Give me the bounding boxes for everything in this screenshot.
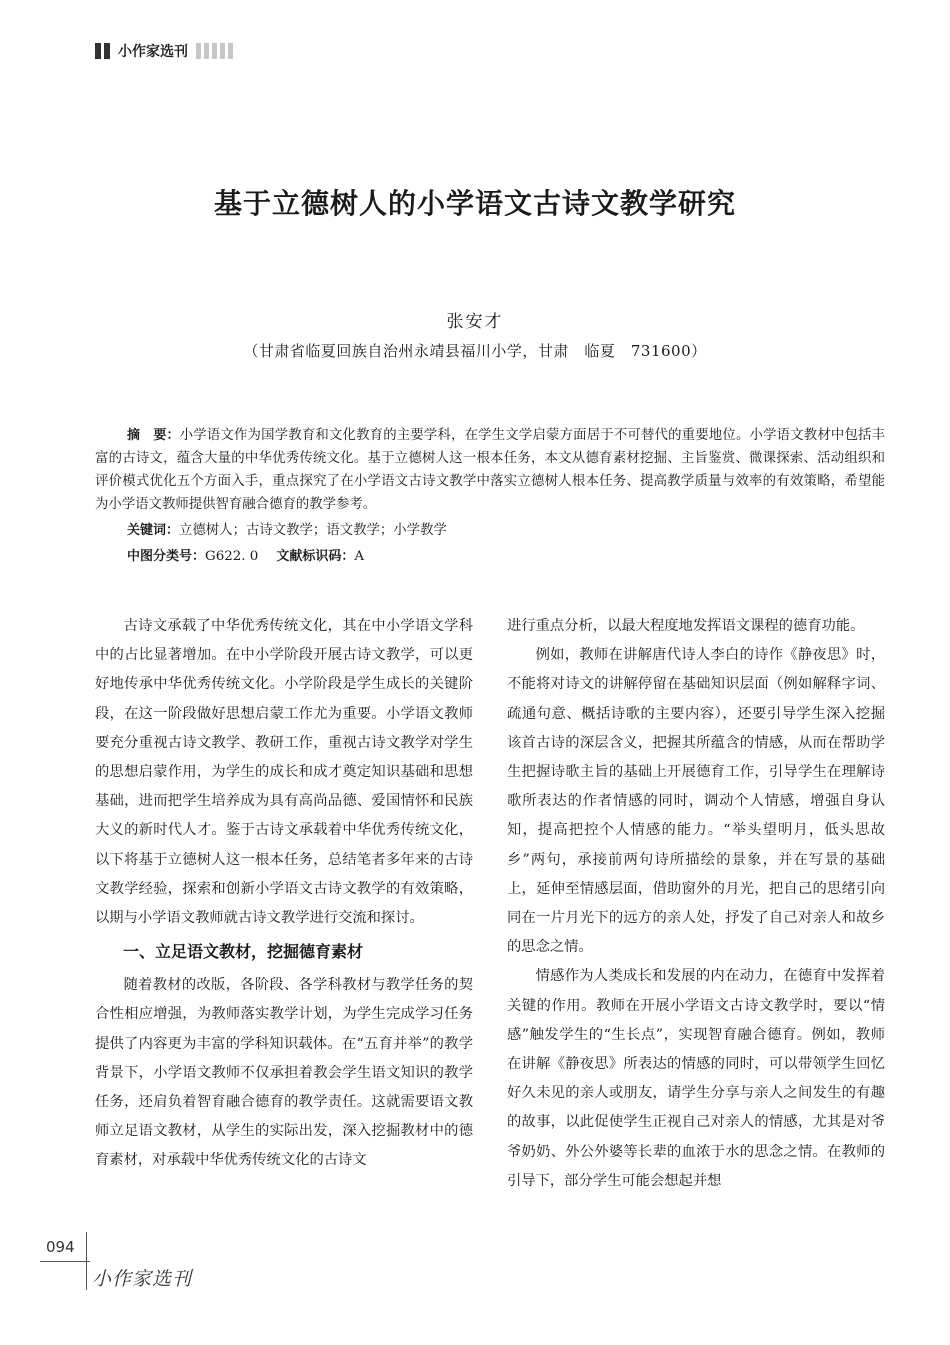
footer-journal-logo: 小作家选刊 [92,1268,193,1290]
body-paragraph-continued: 进行重点分析，以最大程度地发挥语文课程的德育功能。 [507,618,865,634]
body-column-right [507,612,885,1196]
keywords-text: 立德树人；古诗文教学；语文教学；小学教学 [179,523,447,538]
clc-label: 中图分类号： [127,549,206,564]
classification [95,545,885,568]
running-header [95,40,233,62]
doc-id-label: 文献标识码： [276,549,355,564]
doc-id-value: A [354,549,364,564]
journal-name: 小作家选刊 [118,44,188,60]
abstract-text: 小学语文作为国学教育和文化教育的主要学科，在学生文学启蒙方面居于不可替代的重要地位。小学语文教材中包括丰富的古诗文，蕴含大量的中华优秀传统文化。基于立德树人这一根本任务，本文从德育素材挖掘、主旨鉴赏、微课探索、活动组织和评价模式优化五个方面入手，重点探究了在小学语文古诗文教学中落实立德树人根本任务、提高教学质量与效率的有效策略，希望能为小学语文教师提供智育融合德育的教学参考。 [95,428,885,512]
body-paragraph: 情感作为人类成长和发展的内在动力，在德育中发挥着关键的作用。教师在开展小学语文古诗文教学时，要以“情感”触发学生的“生长点”，实现智育融合德育。例如，教师在讲解《静夜思》所表达的情感的同时，可以带领学生回忆好久未见的亲人或朋友，请学生分享与亲人之间发生的有趣的故事，以此促使学生正视自己对亲人的情感，尤其是对爷爷奶奶、外公外婆等长辈的血浓于水的思念之情。在教师的引导下，部分学生可能会想起并想 [507,968,885,1189]
author-affiliation: （甘肃省临夏回族自治州永靖县福川小学，甘肃 临夏 731600） [243,342,707,360]
abstract-label: 摘 要： [127,428,180,443]
body-paragraph: 例如，教师在讲解唐代诗人李白的诗作《静夜思》时，不能将对诗文的讲解停留在基础知识层面（例如解释字词、疏通句意、概括诗歌的主要内容），还要引导学生深入挖掘该首古诗的深层含义，把握其所蕴含的情感，从而在帮助学生把握诗歌主旨的基础上开展德育工作，引导学生在理解诗歌所表达的作者情感的同时，调动个人情感，增强自身认知，提高把控个人情感的能力。“举头望明月，低头思故乡”两句，承接前两句诗所描绘的景象，并在写景的基础上，延伸至情感层面，借助窗外的月光，把自己的思绪引向同在一片月光下的远方的亲人处，抒发了自己对亲人和故乡的思念之情。 [507,647,885,956]
header-bars-dark [95,43,110,59]
article-title: 基于立德树人的小学语文古诗文教学研究 [213,187,736,220]
abstract [95,424,885,516]
section-heading-1: 一、立足语文教材，挖掘德育素材 [123,942,364,962]
keywords-label: 关键词： [127,523,180,538]
page-number: 094 [46,1238,75,1256]
header-bars-light [196,43,233,59]
keywords [95,519,885,542]
footer-divider-horizontal [40,1261,90,1262]
body-column-left [95,612,473,1176]
abstract-block [95,424,885,568]
body-paragraph: 古诗文承载了中华优秀传统文化，其在中小学语文学科中的占比显著增加。在中小学阶段开展古诗文教学，可以更好地传承中华优秀传统文化。小学阶段是学生成长的关键阶段，在这一阶段做好思想启蒙工作尤为重要。小学语文教师要充分重视古诗文教学、教研工作，重视古诗文教学对学生的思想启蒙作用，为学生的成长和成才奠定知识基础和思想基础，进而把学生培养成为具有高尚品德、爱国情怀和民族大义的新时代人才。鉴于古诗文承载着中华优秀传统文化，以下将基于立德树人这一根本任务，总结笔者多年来的古诗文教学经验，探索和创新小学语文古诗文教学的有效策略，以期与小学语文教师就古诗文教学进行交流和探讨。 [95,618,473,927]
clc-value: G622. 0 [205,549,259,564]
author-name: 张安才 [446,312,504,332]
body-paragraph: 随着教材的改版，各阶段、各学科教材与教学任务的契合性相应增强，为教师落实教学计划，为学生完成学习任务提供了内容更为丰富的学科知识载体。在“五育并举”的教学背景下，小学语文教师不仅承担着教会学生语文知识的教学任务，还肩负着智育融合德育的教学责任。这就需要语文教师立足语文教材，从学生的实际出发，深入挖掘教材中的德育素材，对承载中华优秀传统文化的古诗文 [95,977,473,1169]
